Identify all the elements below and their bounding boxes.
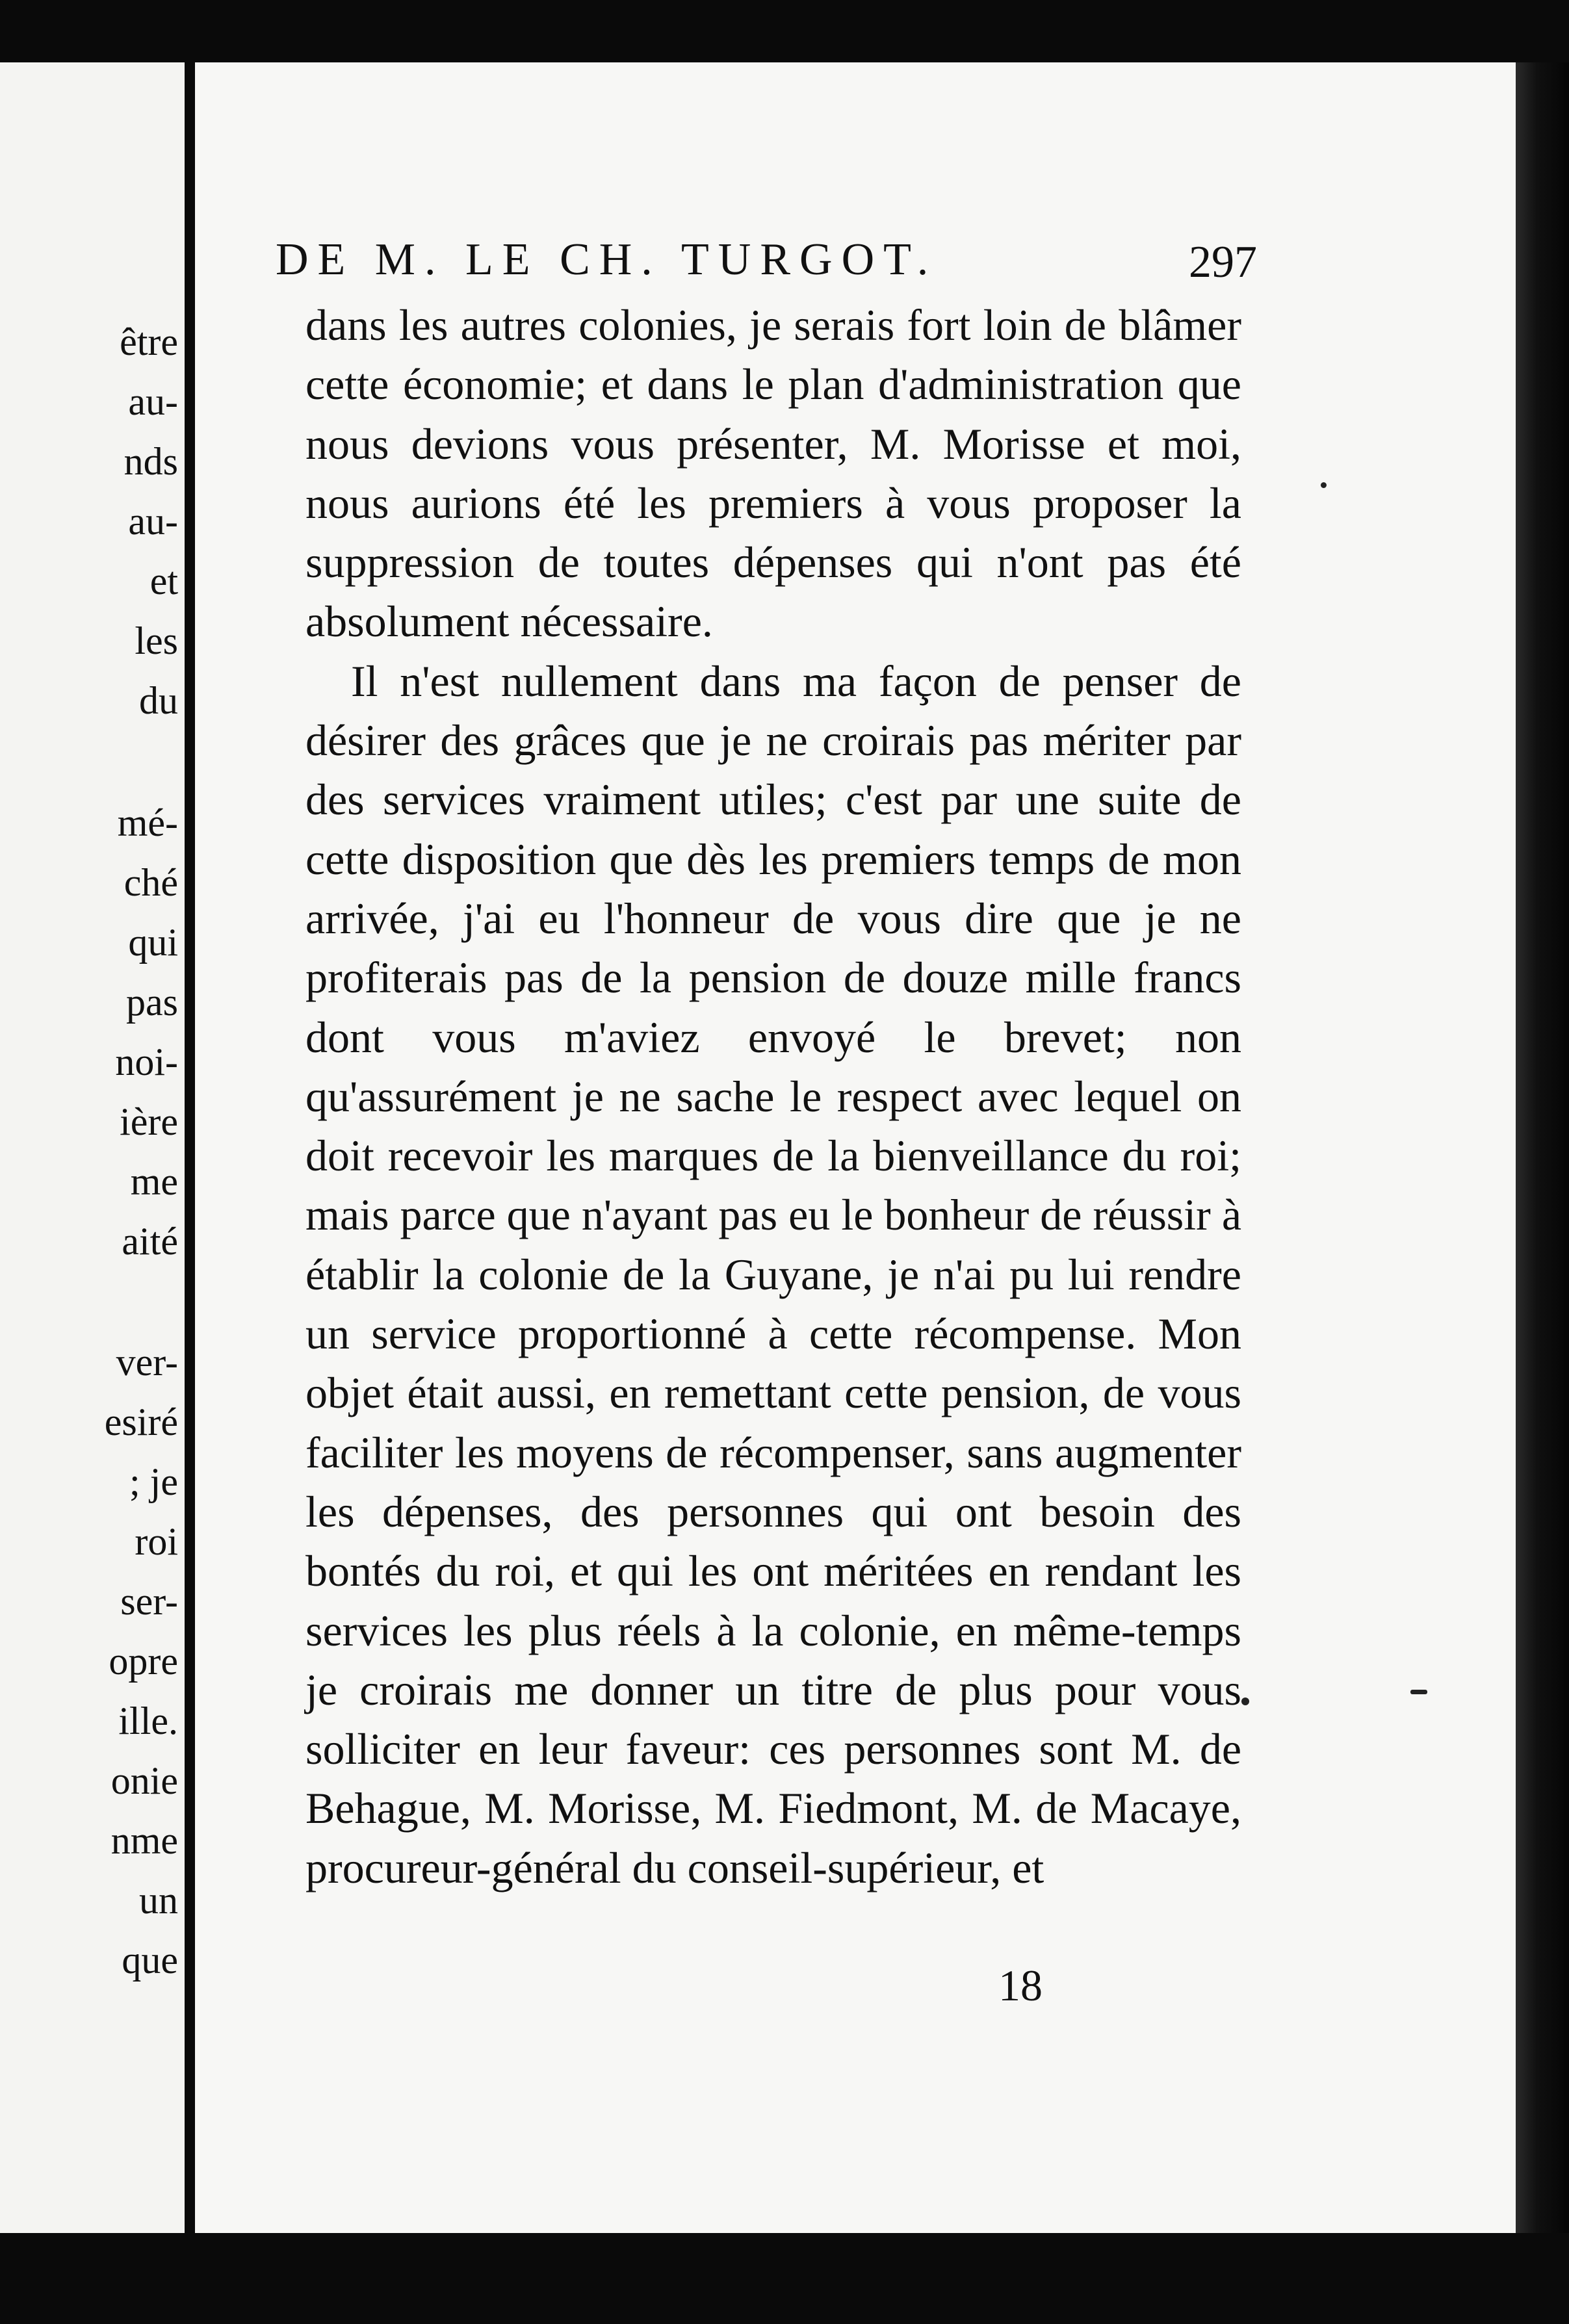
left-page-fragment: au- bbox=[128, 380, 178, 423]
left-page-fragment: les bbox=[135, 619, 178, 662]
left-page-fragment: aité bbox=[122, 1220, 178, 1263]
left-page-fragment: ché bbox=[123, 861, 178, 904]
book-gutter bbox=[185, 62, 195, 2233]
left-page-fragment: nds bbox=[123, 440, 178, 483]
left-page-fragment: opre bbox=[109, 1640, 178, 1683]
left-page-fragment: noi- bbox=[115, 1040, 178, 1083]
left-page-fragment: ; je bbox=[129, 1460, 178, 1503]
left-page-fragment: au- bbox=[128, 500, 178, 543]
left-page-fragment: ver- bbox=[116, 1341, 178, 1384]
left-page-fragment: ser- bbox=[120, 1580, 178, 1623]
left-page-fragment: ière bbox=[120, 1100, 178, 1143]
left-page-fragment: me bbox=[130, 1160, 178, 1203]
previous-page-fragment bbox=[0, 62, 185, 2233]
left-page-fragment: nme bbox=[110, 1819, 178, 1862]
ink-speck bbox=[1321, 482, 1327, 488]
left-page-fragment: qui bbox=[128, 921, 178, 964]
page-header bbox=[276, 234, 1257, 292]
ink-speck bbox=[1241, 1698, 1249, 1705]
left-page-fragment: roi bbox=[135, 1520, 178, 1563]
left-page-fragment: être bbox=[120, 320, 178, 363]
signature-mark: 18 bbox=[998, 1961, 1043, 2010]
left-page-fragment: esiré bbox=[104, 1401, 178, 1443]
left-page-fragment: un bbox=[139, 1879, 178, 1922]
left-page-fragment: pas bbox=[126, 981, 178, 1024]
body-text bbox=[305, 296, 1241, 1898]
left-page-fragment: ille. bbox=[118, 1699, 178, 1742]
paragraph-2: Il n'est nullement dans ma façon de penser de désirer des grâces que je ne croirais pas mériter par des services vraiment utiles; c'est par une suite de cette disposition que dès les premiers temps de mon arrivée, j'ai eu l'honneur de vous dire que je ne profiterais pas de la pension de douze mille francs dont vous m'aviez envoyé le brevet; non qu'assurément je ne sache le respect avec lequel on doit recevoir les marques de la bienveillance du roi; mais parce que n'ayant pas eu le bonheur de réussir à établir la colonie de la Guyane, je n'ai pu lui rendre un service proportionné à cette récompense. Mon objet était aussi, en remettant cette pension, de vous faciliter les moyens de récompenser, sans augmenter les dépenses, des personnes qui ont besoin des bontés du roi, et qui les ont méritées en rendant les services les plus réels à la colonie, en même-temps je croirais me donner un titre de plus pour vous solliciter en leur faveur: ces personnes sont M. de Behague, M. Morisse, M. Fiedmont, M. de Macaye, procureur-général du conseil-supérieur, et bbox=[305, 656, 1241, 1892]
left-page-fragment: et bbox=[149, 560, 178, 602]
left-page-fragment: onie bbox=[110, 1759, 178, 1802]
left-page-fragment: mé- bbox=[117, 801, 178, 844]
left-page-fragment: que bbox=[122, 1939, 178, 1982]
left-page-fragment: du bbox=[139, 679, 178, 722]
page-number: 297 bbox=[1189, 237, 1257, 287]
ink-speck bbox=[1410, 1690, 1427, 1694]
paragraph-1: dans les autres colonies, je serais fort loin de blâmer cette économie; et dans le plan d'administration que nous devions vous présenter, M. Morisse et moi, nous aurions été les premiers à vous proposer la suppression de toutes dépenses qui n'ont pas été absolument nécessaire. bbox=[305, 300, 1241, 647]
page-edge-shadow bbox=[1516, 62, 1569, 2233]
running-title: DE M. LE CH. TURGOT. bbox=[276, 235, 938, 285]
